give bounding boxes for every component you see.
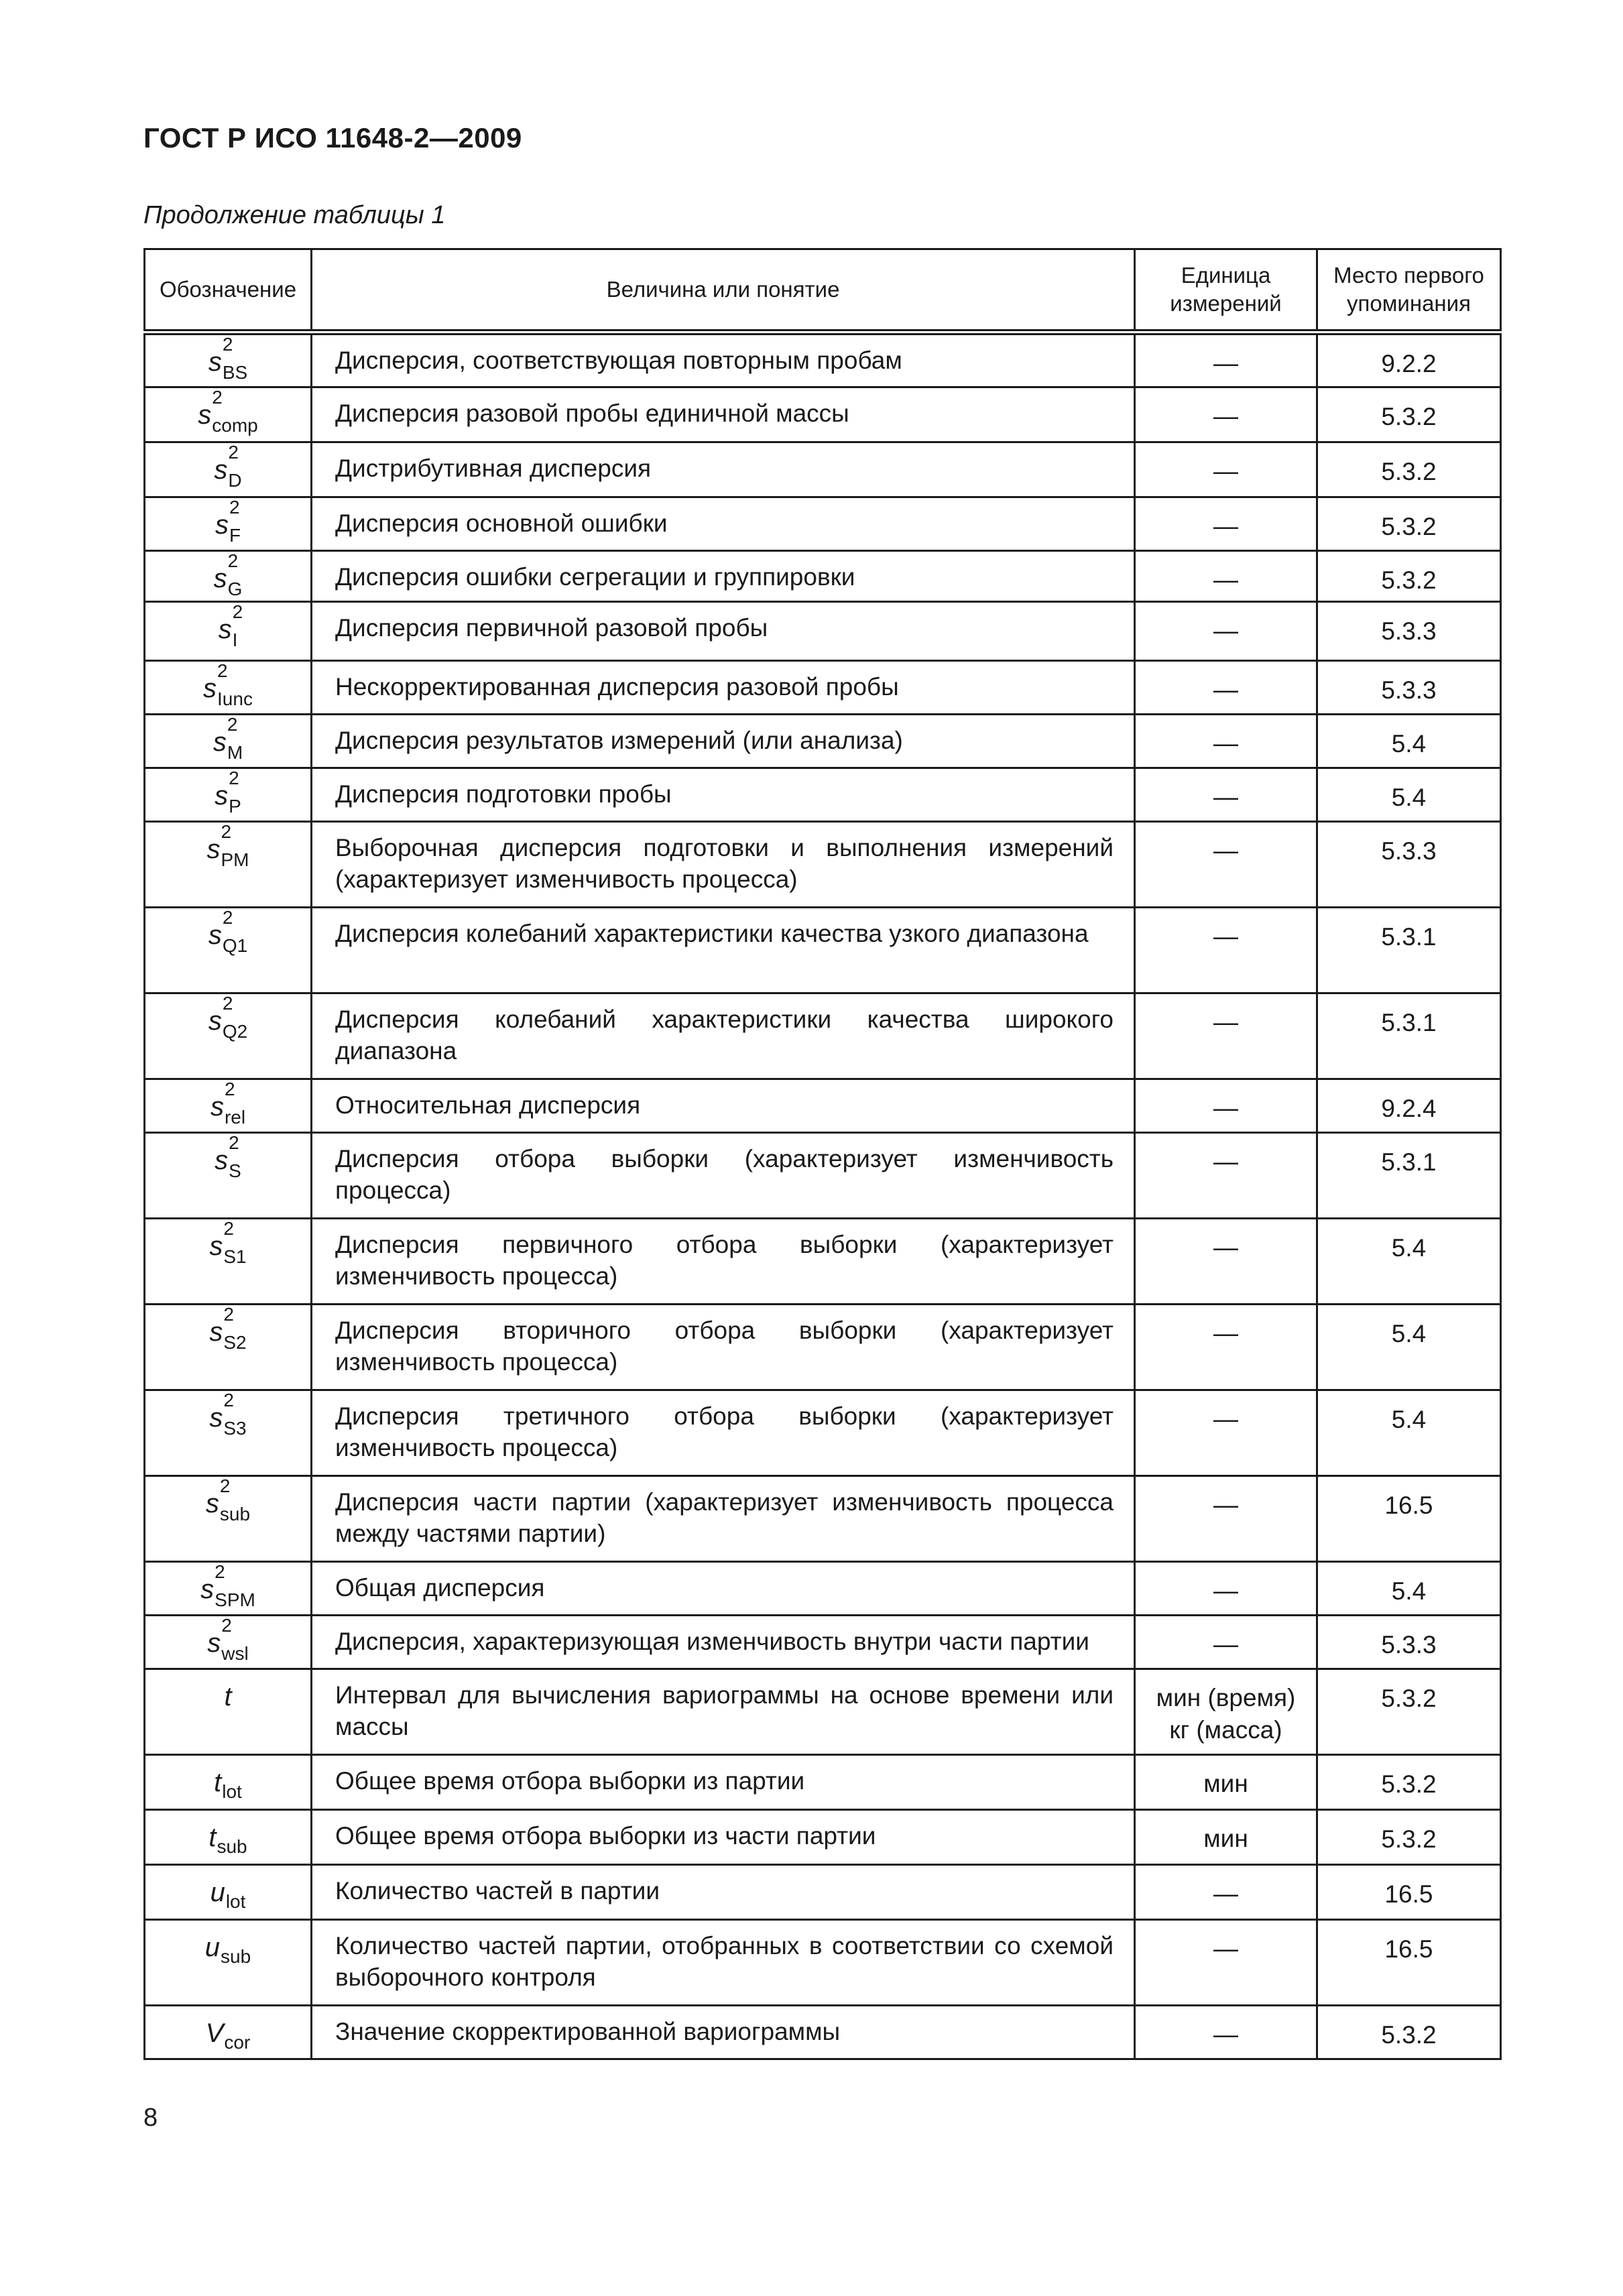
table-row [145,908,1501,993]
symbol-scripts [232,601,243,650]
symbol-subscript: rel [224,1107,246,1128]
description-cell: Дисперсия вторичного отбора выборки (характеризует изменчивость процесса) [312,1305,1135,1390]
symbol-scripts [212,387,258,436]
table-row [145,387,1501,442]
symbol-base: s [205,1489,219,1518]
unit-cell: мин (время) кг (масса) [1135,1669,1317,1755]
symbol-cell [145,908,312,993]
first-mention-cell: 5.3.2 [1317,1669,1501,1755]
table-row [145,602,1501,661]
unit-cell: — [1135,908,1317,993]
unit-cell: — [1135,1219,1317,1305]
description-cell: Количество частей партии, отобранных в соответствии со схемой выборочного контроля [312,1920,1135,2006]
symbol-superscript: 2 [227,714,238,735]
symbol-scripts [223,1218,247,1267]
table-row [145,1669,1501,1755]
description-cell: Дистрибутивная дисперсия [312,442,1135,497]
first-mention-cell: 5.3.2 [1317,551,1501,602]
symbol-scripts [225,1878,246,1912]
description-cell: Дисперсия третичного отбора выборки (характеризует изменчивость процесса) [312,1390,1135,1476]
first-mention-cell: 5.3.2 [1317,497,1501,551]
unit-cell: — [1135,768,1317,822]
table-row [145,2006,1501,2059]
symbol-superscript: 2 [222,907,233,928]
first-mention-cell: 5.3.2 [1317,442,1501,497]
first-mention-cell: 5.4 [1317,1305,1501,1390]
description-cell: Выборочная дисперсия подготовки и выполнения измерений (характеризует изменчивость процесса) [312,822,1135,908]
symbol-superscript: 2 [228,442,239,463]
symbol-base: s [210,1092,224,1122]
table-row [145,1562,1501,1616]
symbol-scripts [217,660,253,709]
unit-cell: — [1135,442,1317,497]
symbol-base: t [214,1768,222,1797]
symbol-superscript: 2 [223,1390,234,1410]
table-row [145,661,1501,715]
table-row [145,715,1501,768]
symbol-base: t [208,1823,217,1852]
table-row [145,333,1501,387]
symbol-superscript: 2 [229,768,239,788]
table-row [145,551,1501,602]
first-mention-cell: 5.3.1 [1317,993,1501,1079]
symbol-base: s [203,674,217,703]
symbol-superscript: 2 [217,660,228,681]
first-mention-cell: 9.2.4 [1317,1079,1501,1133]
table-row [145,1305,1501,1390]
first-mention-cell: 5.3.3 [1317,1616,1501,1669]
unit-cell: — [1135,1562,1317,1616]
first-mention-cell: 16.5 [1317,1920,1501,2006]
symbol-cell [145,1476,312,1562]
unit-cell: — [1135,551,1317,602]
symbol-scripts [221,821,249,870]
symbol-cell [145,1390,312,1476]
symbol-base: t [224,1682,232,1711]
symbol-scripts [222,907,248,956]
table-row [145,993,1501,1079]
symbol-subscript: BS [222,362,248,383]
symbol-cell [145,993,312,1079]
symbol-subscript: M [227,742,243,763]
table-row [145,1865,1501,1920]
symbol-cell [145,1562,312,1616]
symbol-cell [145,1219,312,1305]
unit-cell: — [1135,2006,1317,2059]
description-cell: Нескорректированная дисперсия разовой пробы [312,661,1135,715]
symbol-scripts [224,2018,251,2053]
symbol-scripts [229,768,241,817]
unit-cell: — [1135,387,1317,442]
unit-cell: — [1135,1865,1317,1920]
table-header-row [145,249,1501,333]
symbol-scripts [227,550,243,599]
symbol-base: s [198,400,212,430]
symbol-subscript: wsl [221,1643,249,1664]
first-mention-cell: 5.3.3 [1317,602,1501,661]
unit-cell: — [1135,1616,1317,1669]
symbol-superscript: 2 [221,821,232,842]
symbol-cell [145,387,312,442]
description-cell: Дисперсия результатов измерений (или анализа) [312,715,1135,768]
symbol-subscript: Q2 [222,1021,248,1042]
symbol-superscript: 2 [229,1132,239,1153]
table-row [145,1920,1501,2006]
symbol-subscript: G [227,579,243,599]
first-mention-cell: 5.3.1 [1317,1133,1501,1219]
first-mention-cell: 5.3.2 [1317,387,1501,442]
symbol-superscript: 2 [227,550,239,571]
symbol-scripts [219,1475,251,1524]
symbol-base: s [207,1628,221,1658]
symbol-scripts [222,993,248,1042]
description-cell: Дисперсия колебаний характеристики качества широкого диапазона [312,993,1135,1079]
symbol-subscript: SPM [215,1589,255,1610]
symbol-subscript: cor [224,2032,251,2053]
symbol-superscript: 2 [212,387,223,408]
symbol-base: s [213,727,227,757]
description-cell: Дисперсия части партии (характеризует изменчивость процесса между частями партии) [312,1476,1135,1562]
symbol-scripts [229,1132,241,1181]
first-mention-cell: 5.4 [1317,1390,1501,1476]
header-quantity: Величина или понятие [312,249,1135,333]
symbol-cell [145,551,312,602]
description-cell: Дисперсия подготовки пробы [312,768,1135,822]
symbol-cell [145,768,312,822]
symbol-superscript: 2 [219,1475,231,1496]
symbol-scripts [215,1561,255,1610]
symbol-superscript: 2 [224,1079,235,1099]
symbol-superscript: 2 [222,334,233,355]
first-mention-cell: 5.3.2 [1317,2006,1501,2059]
symbol-base: s [208,1006,222,1036]
symbol-subscript: Iunc [217,688,253,709]
symbol-subscript: sub [219,1504,251,1524]
symbol-scripts [228,442,242,491]
description-cell: Дисперсия колебаний характеристики качества узкого диапазона [312,908,1135,993]
first-mention-cell: 9.2.2 [1317,333,1501,387]
symbol-cell [145,1616,312,1669]
symbol-subscript: F [229,525,241,546]
first-mention-cell: 5.3.1 [1317,908,1501,993]
first-mention-cell: 5.3.2 [1317,1810,1501,1865]
description-cell: Общая дисперсия [312,1562,1135,1616]
unit-cell: — [1135,1079,1317,1133]
page-number: 8 [143,2104,158,2132]
symbol-scripts [221,1615,249,1664]
symbol-cell [145,1865,312,1920]
table-row [145,1079,1501,1133]
first-mention-cell: 5.4 [1317,715,1501,768]
description-cell: Дисперсия основной ошибки [312,497,1135,551]
unit-cell: — [1135,715,1317,768]
description-cell: Количество частей в партии [312,1865,1135,1920]
symbol-subscript: S1 [223,1246,247,1267]
symbol-scripts [221,1933,251,1967]
symbol-cell [145,1810,312,1865]
symbol-subscript: sub [221,1946,251,1967]
description-cell: Дисперсия первичной разовой пробы [312,602,1135,661]
symbol-base: u [210,1878,225,1907]
symbol-cell [145,602,312,661]
description-cell: Общее время отбора выборки из части партии [312,1810,1135,1865]
symbol-base: s [208,920,222,950]
symbol-subscript: Q1 [222,935,248,956]
symbol-base: s [218,615,232,644]
first-mention-cell: 5.4 [1317,1562,1501,1616]
symbol-cell [145,661,312,715]
symbols-table [143,248,1502,2060]
symbol-scripts [223,1390,247,1439]
symbol-subscript: S [229,1160,241,1181]
symbol-cell [145,1305,312,1390]
symbol-cell [145,1920,312,2006]
description-cell: Дисперсия первичного отбора выборки (характеризует изменчивость процесса) [312,1219,1135,1305]
symbol-subscript: I [232,629,238,650]
symbol-base: s [209,1231,223,1261]
symbol-base: s [215,781,229,810]
description-cell: Общее время отбора выборки из партии [312,1755,1135,1810]
unit-cell: — [1135,1920,1317,2006]
unit-cell: — [1135,1133,1317,1219]
symbol-subscript: S2 [223,1332,247,1353]
symbol-scripts [222,1768,242,1802]
symbol-base: s [213,564,227,593]
symbol-cell [145,1079,312,1133]
first-mention-cell: 16.5 [1317,1865,1501,1920]
unit-cell: — [1135,661,1317,715]
table-row [145,768,1501,822]
description-cell: Дисперсия ошибки сегрегации и группировки [312,551,1135,602]
symbol-base: V [205,2018,224,2048]
table-row [145,1133,1501,1219]
table-row [145,497,1501,551]
symbol-base: s [200,1575,215,1604]
description-cell: Дисперсия, характеризующая изменчивость внутри части партии [312,1616,1135,1669]
description-cell: Значение скорректированной вариограммы [312,2006,1135,2059]
symbol-superscript: 2 [223,1304,234,1325]
symbol-subscript: P [229,796,241,817]
symbol-superscript: 2 [229,497,240,518]
symbol-scripts [229,497,241,546]
description-cell: Дисперсия разовой пробы единичной массы [312,387,1135,442]
symbol-cell [145,822,312,908]
header-unit: Единица измерений [1135,249,1317,333]
symbol-subscript: S3 [223,1418,247,1439]
header-first-mention: Место первого упоминания [1317,249,1501,333]
symbol-scripts [223,1304,247,1353]
symbol-cell [145,2006,312,2059]
header-symbol: Обозначение [145,249,312,333]
description-cell: Дисперсия отбора выборки (характеризует изменчивость процесса) [312,1133,1135,1219]
symbol-superscript: 2 [232,601,243,622]
symbol-subscript: D [228,470,242,491]
table-row [145,1476,1501,1562]
symbol-base: s [215,1146,229,1175]
symbol-superscript: 2 [223,1218,234,1239]
symbol-base: s [206,835,221,864]
symbol-base: s [215,510,229,540]
unit-cell: — [1135,333,1317,387]
description-cell: Дисперсия, соответствующая повторным пробам [312,333,1135,387]
table-row [145,1810,1501,1865]
table-row [145,822,1501,908]
symbol-cell [145,1669,312,1755]
symbol-base: s [208,347,222,377]
symbol-cell [145,497,312,551]
first-mention-cell: 5.3.2 [1317,1755,1501,1810]
symbol-subscript: comp [212,415,258,436]
symbol-cell [145,1755,312,1810]
first-mention-cell: 5.3.3 [1317,822,1501,908]
unit-cell: — [1135,497,1317,551]
description-cell: Относительная дисперсия [312,1079,1135,1133]
table-row [145,442,1501,497]
unit-cell: мин [1135,1810,1317,1865]
table-row [145,1390,1501,1476]
table-row [145,1219,1501,1305]
unit-cell: — [1135,1476,1317,1562]
symbol-superscript: 2 [222,993,233,1014]
symbol-base: s [209,1317,223,1347]
symbol-base: s [209,1403,223,1433]
table-row [145,1616,1501,1669]
symbol-subscript: lot [225,1891,246,1912]
symbol-base: u [204,1933,221,1962]
symbol-scripts [227,714,243,763]
unit-cell: — [1135,602,1317,661]
unit-cell: — [1135,1390,1317,1476]
symbol-superscript: 2 [215,1561,225,1582]
description-cell: Интервал для вычисления вариограммы на основе времени или массы [312,1669,1135,1755]
symbol-scripts [222,334,248,383]
table-caption: Продолжение таблицы 1 [143,201,446,229]
symbol-cell [145,715,312,768]
symbol-scripts [224,1079,246,1128]
document-header: ГОСТ Р ИСО 11648-2—2009 [143,122,522,154]
first-mention-cell: 5.4 [1317,768,1501,822]
symbol-cell [145,333,312,387]
symbol-cell [145,442,312,497]
symbol-subscript: lot [222,1781,242,1802]
unit-cell: мин [1135,1755,1317,1810]
table-row [145,1755,1501,1810]
unit-cell: — [1135,822,1317,908]
symbol-cell [145,1133,312,1219]
symbol-superscript: 2 [221,1615,232,1636]
first-mention-cell: 16.5 [1317,1476,1501,1562]
symbol-base: s [214,455,228,485]
unit-cell: — [1135,993,1317,1079]
first-mention-cell: 5.3.3 [1317,661,1501,715]
symbol-subscript: PM [221,849,249,870]
first-mention-cell: 5.4 [1317,1219,1501,1305]
symbol-subscript: sub [217,1836,247,1857]
symbol-scripts [217,1823,247,1857]
unit-cell: — [1135,1305,1317,1390]
